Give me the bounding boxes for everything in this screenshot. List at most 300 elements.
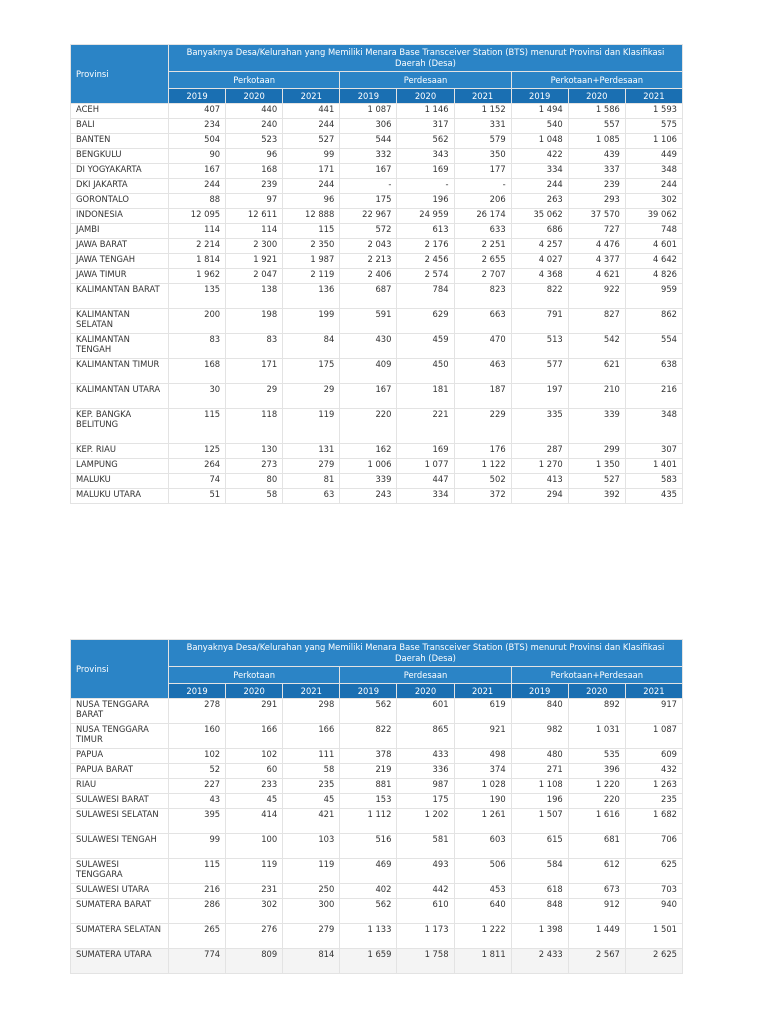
- value-cell: 581: [397, 834, 454, 859]
- value-cell: 4 257: [511, 239, 568, 254]
- value-cell: 663: [454, 309, 511, 334]
- table-row: [71, 269, 683, 284]
- value-cell: 527: [568, 474, 625, 489]
- value-cell: 633: [454, 224, 511, 239]
- value-cell: 210: [568, 384, 625, 409]
- year-header: 2021: [625, 89, 682, 104]
- value-cell: 199: [283, 309, 340, 334]
- value-cell: 302: [226, 899, 283, 924]
- value-cell: 197: [511, 384, 568, 409]
- value-cell: 220: [568, 794, 625, 809]
- province-name: KALIMANTAN UTARA: [71, 384, 169, 409]
- value-cell: 187: [454, 384, 511, 409]
- value-cell: 102: [169, 749, 226, 764]
- value-cell: 1 028: [454, 779, 511, 794]
- value-cell: 4 377: [568, 254, 625, 269]
- year-header: 2019: [340, 89, 397, 104]
- value-cell: 572: [340, 224, 397, 239]
- value-cell: 881: [340, 779, 397, 794]
- value-cell: 181: [397, 384, 454, 409]
- table-row: [71, 104, 683, 119]
- value-cell: 1 270: [511, 459, 568, 474]
- province-name: SUMATERA BARAT: [71, 899, 169, 924]
- value-cell: 392: [568, 489, 625, 504]
- value-cell: 4 027: [511, 254, 568, 269]
- value-cell: 45: [226, 794, 283, 809]
- value-cell: 395: [169, 809, 226, 834]
- value-cell: 640: [454, 899, 511, 924]
- value-cell: 278: [169, 699, 226, 724]
- value-cell: 90: [169, 149, 226, 164]
- year-header: 2019: [511, 684, 568, 699]
- table-row: [71, 194, 683, 209]
- province-name: LAMPUNG: [71, 459, 169, 474]
- value-cell: 1 682: [625, 809, 682, 834]
- value-cell: 26 174: [454, 209, 511, 224]
- value-cell: 115: [169, 409, 226, 444]
- value-cell: 244: [283, 179, 340, 194]
- value-cell: 447: [397, 474, 454, 489]
- table-row: [71, 489, 683, 504]
- value-cell: 987: [397, 779, 454, 794]
- province-name: JAWA BARAT: [71, 239, 169, 254]
- value-cell: 331: [454, 119, 511, 134]
- province-name: BENGKULU: [71, 149, 169, 164]
- table-row: [71, 859, 683, 884]
- value-cell: 1 494: [511, 104, 568, 119]
- value-cell: 250: [283, 884, 340, 899]
- value-cell: 2 433: [511, 949, 568, 974]
- value-cell: 167: [340, 164, 397, 179]
- value-cell: 294: [511, 489, 568, 504]
- value-cell: 176: [454, 444, 511, 459]
- province-name: SUMATERA SELATAN: [71, 924, 169, 949]
- value-cell: 299: [568, 444, 625, 459]
- value-cell: 2 176: [397, 239, 454, 254]
- value-cell: 1 261: [454, 809, 511, 834]
- value-cell: 822: [511, 284, 568, 309]
- value-cell: 1 501: [625, 924, 682, 949]
- value-cell: 84: [283, 334, 340, 359]
- value-cell: 414: [226, 809, 283, 834]
- value-cell: 264: [169, 459, 226, 474]
- value-cell: 119: [226, 859, 283, 884]
- value-cell: 279: [283, 924, 340, 949]
- value-cell: 335: [511, 409, 568, 444]
- value-cell: 130: [226, 444, 283, 459]
- value-cell: 822: [340, 724, 397, 749]
- table-row: [71, 224, 683, 239]
- year-header: 2020: [226, 89, 283, 104]
- value-cell: 2 655: [454, 254, 511, 269]
- value-cell: 1 811: [454, 949, 511, 974]
- value-cell: 1 616: [568, 809, 625, 834]
- value-cell: 374: [454, 764, 511, 779]
- value-cell: 2 567: [568, 949, 625, 974]
- value-cell: 293: [568, 194, 625, 209]
- value-cell: 265: [169, 924, 226, 949]
- value-cell: 1 401: [625, 459, 682, 474]
- value-cell: 435: [625, 489, 682, 504]
- year-header: 2019: [169, 684, 226, 699]
- value-cell: 544: [340, 134, 397, 149]
- value-cell: 1 146: [397, 104, 454, 119]
- value-cell: 449: [625, 149, 682, 164]
- value-cell: 35 062: [511, 209, 568, 224]
- value-cell: 169: [397, 444, 454, 459]
- value-cell: 982: [511, 724, 568, 749]
- value-cell: 99: [283, 149, 340, 164]
- value-cell: 2 213: [340, 254, 397, 269]
- province-name: KALIMANTAN TIMUR: [71, 359, 169, 384]
- value-cell: 88: [169, 194, 226, 209]
- value-cell: 601: [397, 699, 454, 724]
- value-cell: 791: [511, 309, 568, 334]
- value-cell: 300: [283, 899, 340, 924]
- value-cell: 60: [226, 764, 283, 779]
- province-name: KALIMANTAN BARAT: [71, 284, 169, 309]
- value-cell: 579: [454, 134, 511, 149]
- value-cell: 372: [454, 489, 511, 504]
- value-cell: 119: [283, 409, 340, 444]
- value-cell: 153: [340, 794, 397, 809]
- provinsi-header: Provinsi: [71, 45, 169, 104]
- value-cell: 240: [226, 119, 283, 134]
- province-name: NUSA TENGGARA BARAT: [71, 699, 169, 724]
- value-cell: 407: [169, 104, 226, 119]
- value-cell: 1 085: [568, 134, 625, 149]
- value-cell: 37 570: [568, 209, 625, 224]
- value-cell: 263: [511, 194, 568, 209]
- value-cell: 131: [283, 444, 340, 459]
- value-cell: 430: [340, 334, 397, 359]
- group-perkotaan: Perkotaan: [169, 667, 340, 684]
- value-cell: 190: [454, 794, 511, 809]
- value-cell: 2 043: [340, 239, 397, 254]
- province-name: RIAU: [71, 779, 169, 794]
- table-row: [71, 749, 683, 764]
- value-cell: 339: [340, 474, 397, 489]
- table-row: [71, 409, 683, 444]
- province-name: SULAWESI UTARA: [71, 884, 169, 899]
- value-cell: 4 476: [568, 239, 625, 254]
- table-row: [71, 724, 683, 749]
- value-cell: 1 507: [511, 809, 568, 834]
- province-name: SULAWESI TENGAH: [71, 834, 169, 859]
- value-cell: 959: [625, 284, 682, 309]
- value-cell: 168: [169, 359, 226, 384]
- value-cell: 469: [340, 859, 397, 884]
- value-cell: 502: [454, 474, 511, 489]
- value-cell: 523: [226, 134, 283, 149]
- value-cell: 413: [511, 474, 568, 489]
- value-cell: 1 398: [511, 924, 568, 949]
- value-cell: 848: [511, 899, 568, 924]
- value-cell: 1 006: [340, 459, 397, 474]
- value-cell: 1 152: [454, 104, 511, 119]
- year-header: 2021: [625, 684, 682, 699]
- value-cell: 317: [397, 119, 454, 134]
- province-name: BANTEN: [71, 134, 169, 149]
- table-title: Banyaknya Desa/Kelurahan yang Memiliki Menara Base Transceiver Station (BTS) menurut Provinsi dan Klasifikasi Daerah (Desa): [169, 640, 683, 667]
- value-cell: 748: [625, 224, 682, 239]
- table-row: [71, 834, 683, 859]
- province-name: SULAWESI SELATAN: [71, 809, 169, 834]
- value-cell: 402: [340, 884, 397, 899]
- value-cell: 673: [568, 884, 625, 899]
- value-cell: 442: [397, 884, 454, 899]
- table-row: [71, 809, 683, 834]
- value-cell: 1 031: [568, 724, 625, 749]
- value-cell: 1 106: [625, 134, 682, 149]
- value-cell: 138: [226, 284, 283, 309]
- value-cell: 103: [283, 834, 340, 859]
- value-cell: 175: [283, 359, 340, 384]
- province-name: PAPUA BARAT: [71, 764, 169, 779]
- year-header: 2020: [226, 684, 283, 699]
- value-cell: 231: [226, 884, 283, 899]
- value-cell: 2 456: [397, 254, 454, 269]
- value-cell: 463: [454, 359, 511, 384]
- value-cell: 621: [568, 359, 625, 384]
- value-cell: 63: [283, 489, 340, 504]
- value-cell: 96: [283, 194, 340, 209]
- value-cell: 1 987: [283, 254, 340, 269]
- value-cell: 111: [283, 749, 340, 764]
- group-perkotaan-perdesaan: Perkotaan+Perdesaan: [511, 72, 682, 89]
- value-cell: 350: [454, 149, 511, 164]
- province-name: JAMBI: [71, 224, 169, 239]
- value-cell: 1 122: [454, 459, 511, 474]
- value-cell: 1 108: [511, 779, 568, 794]
- value-cell: 125: [169, 444, 226, 459]
- table-row: [71, 254, 683, 269]
- value-cell: 609: [625, 749, 682, 764]
- value-cell: 540: [511, 119, 568, 134]
- province-name: DI YOGYAKARTA: [71, 164, 169, 179]
- value-cell: 1 586: [568, 104, 625, 119]
- value-cell: 286: [169, 899, 226, 924]
- table-row: [71, 149, 683, 164]
- year-header: 2021: [283, 684, 340, 699]
- value-cell: 480: [511, 749, 568, 764]
- province-name: JAWA TIMUR: [71, 269, 169, 284]
- table-row: [71, 134, 683, 149]
- value-cell: 348: [625, 409, 682, 444]
- value-cell: 171: [226, 359, 283, 384]
- value-cell: 244: [169, 179, 226, 194]
- table-row: [71, 209, 683, 224]
- group-perdesaan: Perdesaan: [340, 72, 511, 89]
- value-cell: 273: [226, 459, 283, 474]
- table-row: [71, 444, 683, 459]
- table-row: [71, 359, 683, 384]
- value-cell: 727: [568, 224, 625, 239]
- value-cell: 1 202: [397, 809, 454, 834]
- value-cell: 233: [226, 779, 283, 794]
- province-name: KALIMANTAN SELATAN: [71, 309, 169, 334]
- value-cell: 706: [625, 834, 682, 859]
- value-cell: 244: [283, 119, 340, 134]
- value-cell: 206: [454, 194, 511, 209]
- value-cell: 162: [340, 444, 397, 459]
- value-cell: 219: [340, 764, 397, 779]
- value-cell: 703: [625, 884, 682, 899]
- value-cell: 166: [226, 724, 283, 749]
- table-row: [71, 884, 683, 899]
- value-cell: 809: [226, 949, 283, 974]
- value-cell: 332: [340, 149, 397, 164]
- value-cell: 1 220: [568, 779, 625, 794]
- value-cell: 498: [454, 749, 511, 764]
- value-cell: 535: [568, 749, 625, 764]
- value-cell: 4 826: [625, 269, 682, 284]
- value-cell: -: [340, 179, 397, 194]
- value-cell: 1 449: [568, 924, 625, 949]
- value-cell: 216: [169, 884, 226, 899]
- value-cell: 160: [169, 724, 226, 749]
- value-cell: 504: [169, 134, 226, 149]
- value-cell: 629: [397, 309, 454, 334]
- value-cell: 115: [169, 859, 226, 884]
- value-cell: 1 659: [340, 949, 397, 974]
- value-cell: 1 087: [625, 724, 682, 749]
- year-header: 2019: [511, 89, 568, 104]
- value-cell: 562: [340, 699, 397, 724]
- value-cell: 1 921: [226, 254, 283, 269]
- province-name: GORONTALO: [71, 194, 169, 209]
- group-perdesaan: Perdesaan: [340, 667, 511, 684]
- value-cell: 619: [454, 699, 511, 724]
- value-cell: 470: [454, 334, 511, 359]
- value-cell: 196: [397, 194, 454, 209]
- value-cell: 24 959: [397, 209, 454, 224]
- value-cell: 291: [226, 699, 283, 724]
- province-name: ACEH: [71, 104, 169, 119]
- table-row: [71, 119, 683, 134]
- value-cell: 513: [511, 334, 568, 359]
- value-cell: 613: [397, 224, 454, 239]
- year-header: 2021: [283, 89, 340, 104]
- value-cell: 83: [226, 334, 283, 359]
- value-cell: 171: [283, 164, 340, 179]
- value-cell: 591: [340, 309, 397, 334]
- province-name: DKI JAKARTA: [71, 179, 169, 194]
- value-cell: -: [454, 179, 511, 194]
- value-cell: 168: [226, 164, 283, 179]
- value-cell: 1 077: [397, 459, 454, 474]
- value-cell: 74: [169, 474, 226, 489]
- value-cell: 827: [568, 309, 625, 334]
- value-cell: -: [397, 179, 454, 194]
- province-name: SULAWESI TENGGARA: [71, 859, 169, 884]
- value-cell: 58: [226, 489, 283, 504]
- table-row: [71, 459, 683, 474]
- value-cell: 169: [397, 164, 454, 179]
- value-cell: 440: [226, 104, 283, 119]
- value-cell: 244: [625, 179, 682, 194]
- value-cell: 1 593: [625, 104, 682, 119]
- value-cell: 97: [226, 194, 283, 209]
- value-cell: 235: [283, 779, 340, 794]
- value-cell: 1 048: [511, 134, 568, 149]
- value-cell: 12 611: [226, 209, 283, 224]
- value-cell: 554: [625, 334, 682, 359]
- value-cell: 239: [568, 179, 625, 194]
- value-cell: 51: [169, 489, 226, 504]
- bts-table-2: [70, 639, 683, 974]
- value-cell: 2 625: [625, 949, 682, 974]
- value-cell: 618: [511, 884, 568, 899]
- table-row: [71, 899, 683, 924]
- value-cell: 58: [283, 764, 340, 779]
- value-cell: 43: [169, 794, 226, 809]
- province-name: JAWA TENGAH: [71, 254, 169, 269]
- value-cell: 114: [226, 224, 283, 239]
- value-cell: 686: [511, 224, 568, 239]
- value-cell: 2 707: [454, 269, 511, 284]
- table-row: [71, 779, 683, 794]
- value-cell: 99: [169, 834, 226, 859]
- value-cell: 302: [625, 194, 682, 209]
- value-cell: 279: [283, 459, 340, 474]
- value-cell: 603: [454, 834, 511, 859]
- value-cell: 784: [397, 284, 454, 309]
- value-cell: 4 642: [625, 254, 682, 269]
- value-cell: 175: [397, 794, 454, 809]
- value-cell: 1 112: [340, 809, 397, 834]
- value-cell: 912: [568, 899, 625, 924]
- value-cell: 421: [283, 809, 340, 834]
- value-cell: 334: [511, 164, 568, 179]
- value-cell: 100: [226, 834, 283, 859]
- value-cell: 4 368: [511, 269, 568, 284]
- value-cell: 337: [568, 164, 625, 179]
- value-cell: 29: [283, 384, 340, 409]
- value-cell: 396: [568, 764, 625, 779]
- value-cell: 221: [397, 409, 454, 444]
- year-header: 2020: [568, 684, 625, 699]
- value-cell: 610: [397, 899, 454, 924]
- value-cell: 625: [625, 859, 682, 884]
- value-cell: 83: [169, 334, 226, 359]
- value-cell: 198: [226, 309, 283, 334]
- value-cell: 615: [511, 834, 568, 859]
- value-cell: 4 621: [568, 269, 625, 284]
- table-row: [71, 334, 683, 359]
- value-cell: 239: [226, 179, 283, 194]
- value-cell: 638: [625, 359, 682, 384]
- value-cell: 453: [454, 884, 511, 899]
- province-name: BALI: [71, 119, 169, 134]
- table-title: Banyaknya Desa/Kelurahan yang Memiliki Menara Base Transceiver Station (BTS) menurut Provinsi dan Klasifikasi Daerah (Desa): [169, 45, 683, 72]
- value-cell: 921: [454, 724, 511, 749]
- table-row: [71, 384, 683, 409]
- value-cell: 287: [511, 444, 568, 459]
- year-header: 2019: [169, 89, 226, 104]
- province-name: MALUKU UTARA: [71, 489, 169, 504]
- value-cell: 167: [340, 384, 397, 409]
- value-cell: 577: [511, 359, 568, 384]
- table-row: [71, 309, 683, 334]
- province-name: SUMATERA UTARA: [71, 949, 169, 974]
- table-row: [71, 239, 683, 254]
- year-header: 2020: [397, 684, 454, 699]
- value-cell: 12 888: [283, 209, 340, 224]
- value-cell: 922: [568, 284, 625, 309]
- province-name: KEP. BANGKA BELITUNG: [71, 409, 169, 444]
- table-row: [71, 764, 683, 779]
